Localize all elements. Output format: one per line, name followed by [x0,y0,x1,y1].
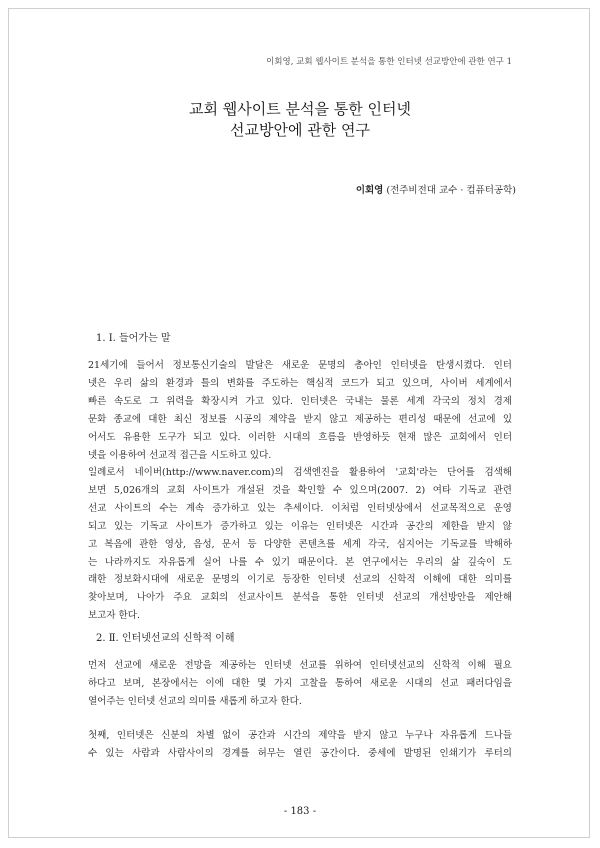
paragraph-1-1 [88,357,512,464]
title-line-1: 교회 웹사이트 분석을 통한 인터넷 [189,100,411,118]
text-line: 열어주는 인터넷 선교의 의미를 새롭게 하고자 한다. [88,695,302,707]
text-line: 어서도 유용한 도구가 되고 있다. 이러한 시대의 흐름을 반영하듯 현재 많은 교회에서 인터 [88,431,512,443]
author-affiliation: (전주비전대 교수 · 컴퓨터공학) [386,185,516,196]
text-line: 되고 있는 기독교 사이트가 증가하고 있는 이유는 인터넷은 시간과 공간의 제한을 받지 않 [88,520,512,532]
text-line: 21세기에 들어서 정보통신기술의 발달은 새로운 문명의 총아인 인터넷을 탄생시켰다. 인터 [88,360,512,371]
title-line-2: 선교방안에 관한 연구 [230,121,370,139]
text-line: 수 있는 사람과 사람사이의 경계를 허무는 열린 공간이다. 중세에 발명된 인쇄기가 루터의 [88,747,512,759]
author-line [356,182,516,196]
text-line: 빠른 속도로 그 위력을 확장시켜 가고 있다. 인터넷은 국내는 물론 세계 각국의 정치 경제 [88,395,512,407]
text-line: 문화 종교에 대한 최신 정보를 시공의 제약을 받지 않고 제공하는 편리성 때문에 선교에 있 [88,413,512,425]
section-heading-1: 1. Ⅰ. 들어가는 말 [96,333,171,344]
text-line: 고 복음에 관한 영상, 음성, 문서 등 다양한 콘텐츠를 세계 각국, 심지어는 기독교를 박해하 [88,538,512,550]
text-line: 넷을 이용하여 선교적 접근을 시도하고 있다. [88,449,272,461]
page-number: - 183 - [283,806,317,817]
running-head: 이회영, 교회 웹사이트 분석을 통한 인터넷 선교방안에 관한 연구 1 [266,57,512,67]
paragraph-2-1 [88,657,512,711]
text-line: 래한 정보화시대에 새로운 문명의 이기로 등장한 인터넷 선교의 신학적 이해에 대한 의미를 [88,574,512,586]
paragraph-1-2 [88,464,512,625]
text-line: 하다고 보며, 본장에서는 이에 대한 몇 가지 고찰을 통하여 새로운 시대의 선교 패러다임을 [88,677,512,689]
text-line: 첫째, 인터넷은 신분의 차별 없이 공간과 시간의 제약을 받지 않고 누구나 자유롭게 드나들 [88,730,512,741]
text-line: 선교 사이트의 수는 계속 증가하고 있는 추세이다. 이처럼 인터넷상에서 선교목적으로 운영 [88,502,512,514]
section-heading-2: 2. Ⅱ. 인터넷선교의 신학적 이해 [96,633,235,644]
author-name: 이회영 [355,185,384,196]
text-line: 먼저 선교에 새로운 전망을 제공하는 인터넷 선교를 위하여 인터넷선교의 신학적 이해 필요 [88,660,512,671]
paper-title [0,99,600,141]
text-line: 보면 5,026개의 교회 사이트가 개설된 것을 확인할 수 있으며(2007. 2) 여타 기독교 관련 [88,484,512,496]
text-line: 는 나라까지도 자유롭게 실어 나를 수 있기 때문이다. 본 연구에서는 우리의 삶 깊숙이 도 [88,556,512,568]
paragraph-2-2 [88,727,512,763]
text-line: 넷은 우리 삶의 환경과 틀의 변화를 주도하는 핵심적 코드가 되고 있으며, 사이버 세계에서 [88,377,512,389]
text-line: 보고자 한다. [88,610,140,622]
text-line: 일례로서 네이버(http://www.naver.com)의 검색엔진을 활용하여 '교회'라는 단어를 검색해 [88,467,512,478]
text-line: 찾아보며, 나아가 주요 교회의 선교사이트 분석을 통한 인터넷 선교의 개선방안을 제안해 [88,592,512,604]
